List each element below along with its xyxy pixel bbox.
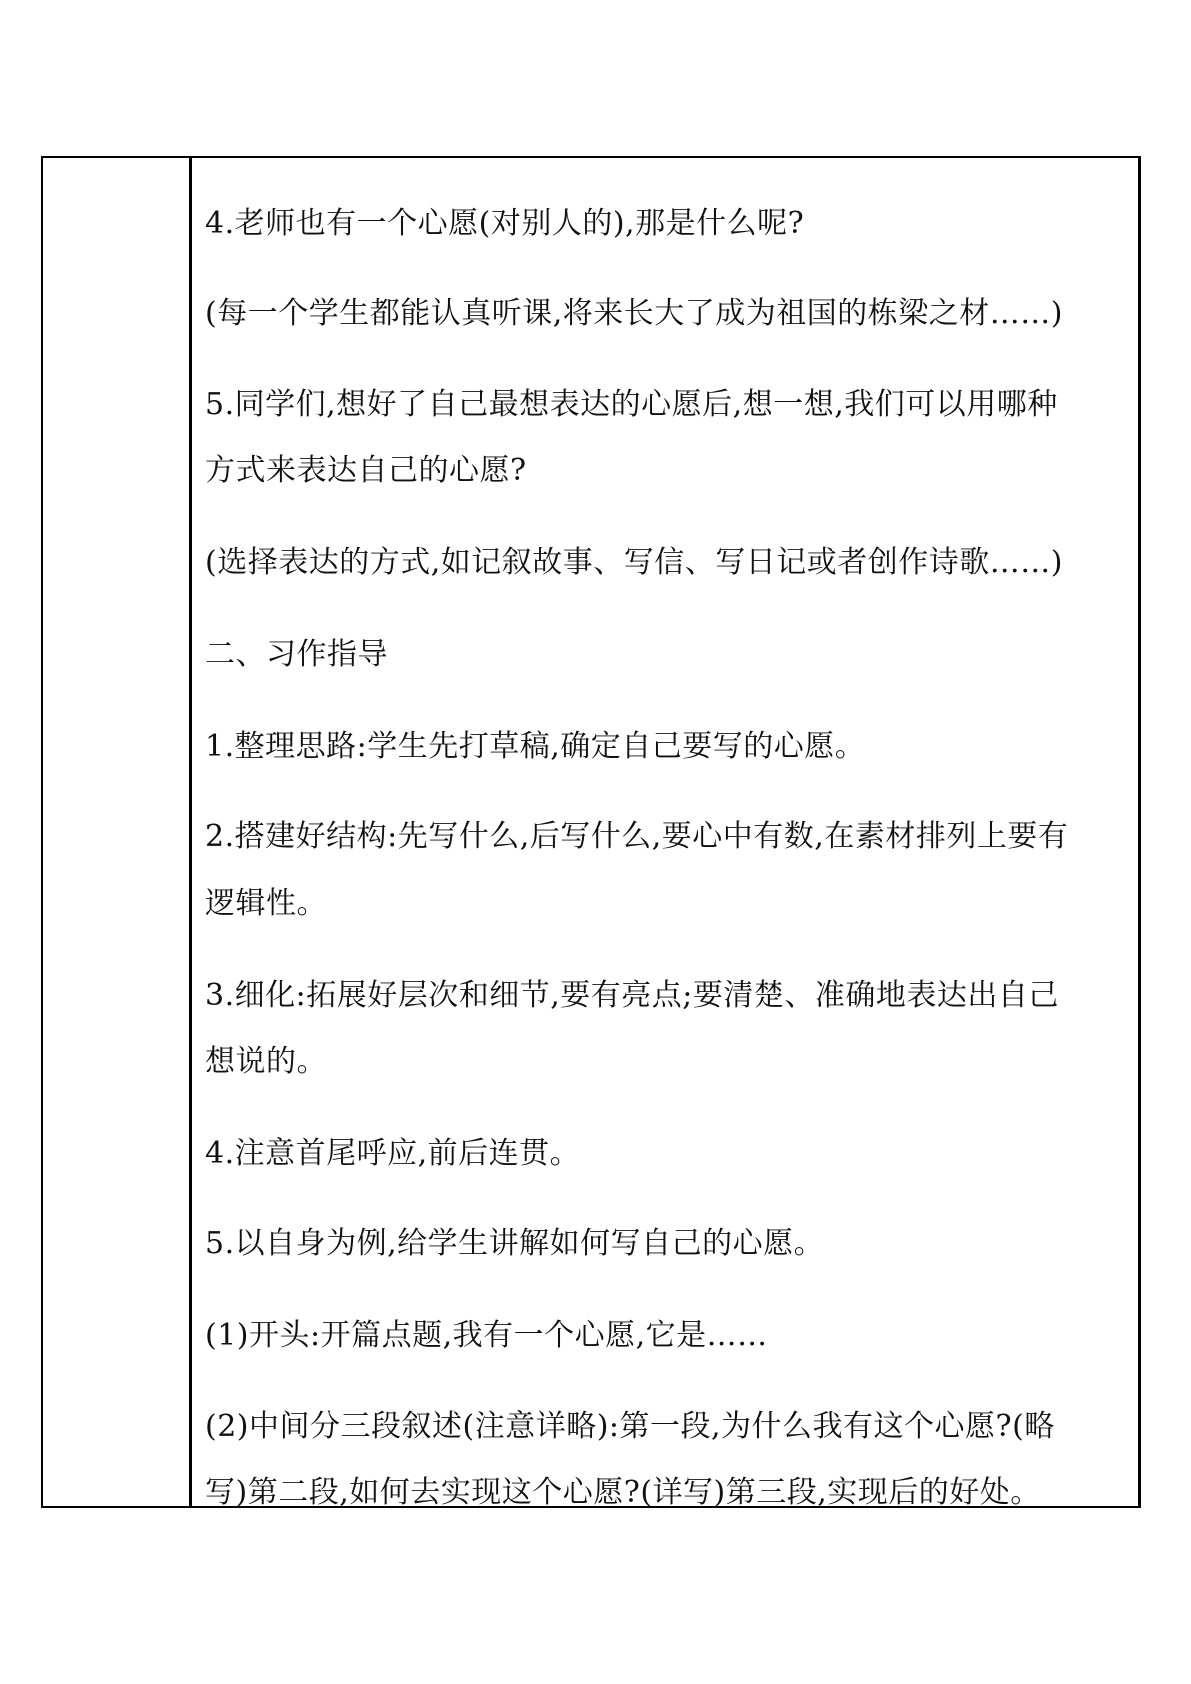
- paragraph-line: 写)第二段,如何去实现这个心愿?(详写)第三段,实现后的好处。: [205, 1475, 1041, 1510]
- paragraph-line: 想说的。: [205, 1044, 327, 1079]
- paragraph-line: 逻辑性。: [205, 886, 327, 921]
- column-divider: [189, 156, 192, 1508]
- paragraph-line: (每一个学生都能认真听课,将来长大了成为祖国的栋梁之材……): [205, 296, 1063, 331]
- paragraph-line: 方式来表达自己的心愿?: [205, 453, 527, 488]
- section-heading: 二、习作指导: [205, 637, 388, 672]
- paragraph-line: 1.整理思路:学生先打草稿,确定自己要写的心愿。: [205, 729, 866, 764]
- paragraph-line: (1)开头:开篇点题,我有一个心愿,它是……: [205, 1318, 768, 1353]
- paragraph-line: 2.搭建好结构:先写什么,后写什么,要心中有数,在素材排列上要有: [205, 819, 1069, 854]
- paragraph-line: (2)中间分三段叙述(注意详略):第一段,为什么我有这个心愿?(略: [205, 1409, 1055, 1444]
- left-column-cell: [43, 158, 189, 1506]
- paragraph-line: 5.同学们,想好了自己最想表达的心愿后,想一想,我们可以用哪种: [205, 387, 1058, 422]
- paragraph-line: 5.以自身为例,给学生讲解如何写自己的心愿。: [205, 1226, 825, 1261]
- paragraph-line: (选择表达的方式,如记叙故事、写信、写日记或者创作诗歌……): [205, 545, 1063, 580]
- paragraph-line: 4.老师也有一个心愿(对别人的),那是什么呢?: [205, 206, 805, 241]
- paragraph-line: 4.注意首尾呼应,前后连贯。: [205, 1136, 581, 1171]
- paragraph-line: 3.细化:拓展好层次和细节,要有亮点;要清楚、准确地表达出自己: [205, 978, 1059, 1013]
